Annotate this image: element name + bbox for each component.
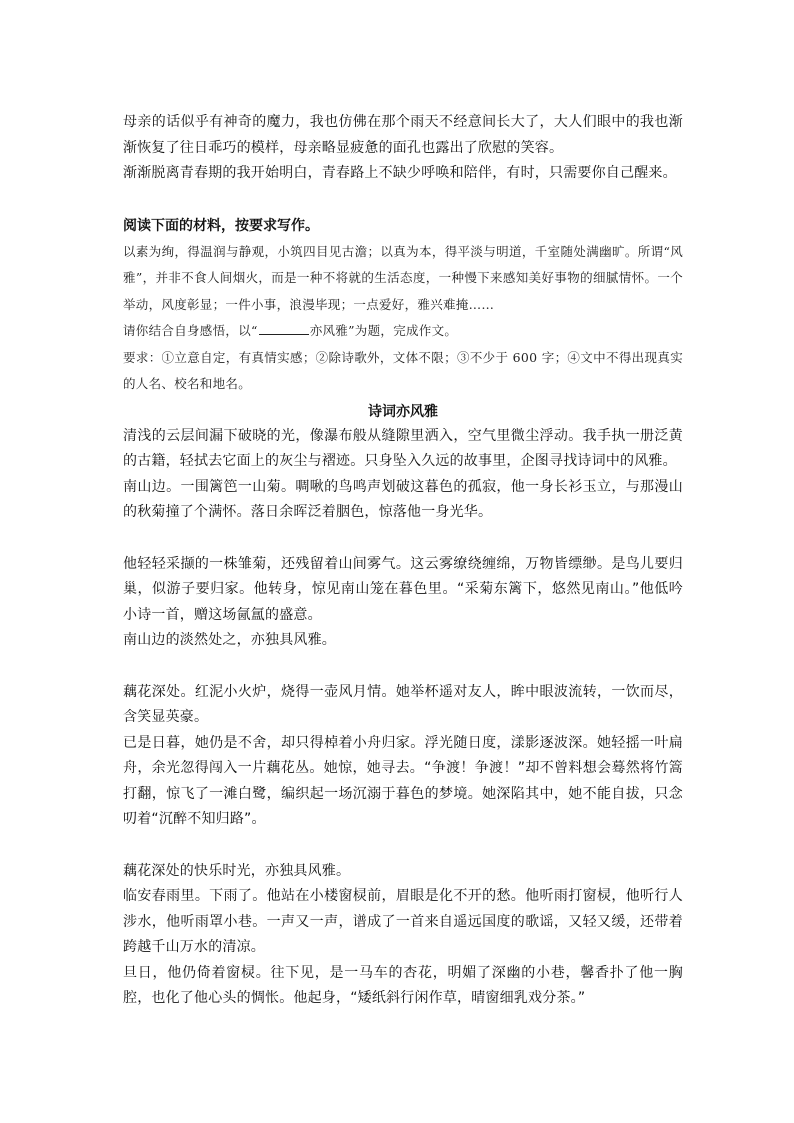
essay-title: 诗词亦风雅	[368, 403, 438, 420]
spacer	[123, 187, 683, 213]
essay-paragraph: 临安春雨里。下雨了。他站在小楼窗棂前，眉眼是化不开的愁。他听雨打窗棂，他听行人涉水，他听雨罩小巷。一声又一声，谱成了一首来自遥远国度的歌谣，又轻又缓，还带着跨越千山万水的清凉。	[123, 888, 683, 955]
task-prompt	[123, 318, 683, 345]
essay-paragraph: 藕花深处。红泥小火炉，烧得一壶风月情。她举杯遥对友人，眸中眼波流转，一饮而尽，含笑显英豪。	[123, 683, 683, 725]
intro-paragraph-1: 母亲的话似乎有神奇的魔力，我也仿佛在那个雨天不经意间长大了，大人们眼中的我也渐渐恢复了往日乖巧的模样，母亲略显疲惫的面孔也露出了欣慰的笑容。	[123, 114, 683, 156]
task-prompt-before: 请你结合自身感悟，以“	[123, 323, 258, 338]
essay-paragraph: 他轻轻采撷的一株雏菊，还残留着山间雾气。这云雾缭绕缠绵，万物皆缥缈。是鸟儿要归巢，似游子要归家。他转身，惊见南山笼在暮色里。“采菊东篱下，悠然见南山。”他低吟小诗一首，赠这场氤氲的盛意。	[123, 555, 683, 623]
essay-paragraph: 清浅的云层间漏下破晓的光，像瀑布般从缝隙里洒入，空气里微尘浮动。我手执一册泛黄的古籍，轻拭去它面上的灰尘与褶迹。只身坠入久远的故事里，企图寻找诗词中的风雅。	[123, 427, 683, 469]
essay-paragraph: 已是日暮，她仍是不舍，却只得棹着小舟归家。浮光随日度，漾影逐波深。她轻摇一叶扁舟，余光忽得闯入一片藕花丛。她惊，她寻去。“争渡！争渡！”却不曾料想会蓦然将竹篙打翻，惊飞了一滩白鹭，编织起一场沉溺于暮色的梦境。她深陷其中，她不能自拔，只念叨着“沉醉不知归路”。	[123, 734, 683, 827]
spacer	[123, 526, 683, 552]
page-content	[123, 110, 683, 1012]
essay-body	[123, 424, 683, 1012]
essay-paragraph: 南山边。一围篱笆一山菊。啁啾的鸟鸣声划破这暮色的孤寂，他一身长衫玉立，与那漫山的秋菊撞了个满怀。落日余晖泛着胭色，惊落他一身光华。	[123, 478, 683, 520]
intro-paragraph-2: 渐渐脱离青春期的我开始明白，青春路上不缺少呼唤和陪伴，有时，只需要你自己醒来。	[123, 165, 677, 181]
essay-paragraph: 藕花深处的快乐时光，亦独具风雅。	[123, 862, 351, 879]
spacer	[123, 654, 683, 680]
essay-paragraph: 旦日，他仍倚着窗棂。往下见，是一马车的杏花，明媚了深幽的小巷，馨香扑了他一胸腔，也化了他心头的惆怅。他起身，“矮纸斜行闲作草，晴窗细乳戏分茶。”	[123, 964, 683, 1006]
task-material: 以素为绚，得温润与静观，小筑四目见古澹；以真为本，得平淡与明道，千室随处满幽旷。所谓“风雅”，并非不食人间烟火，而是一种不将就的生活态度，一种慢下来感知美好事物的细腻情怀。一个举动，风度彰显；一件小事，浪漫毕现；一点爱好，雅兴难掩……	[123, 243, 683, 312]
task-heading: 阅读下面的材料，按要求写作。	[123, 217, 319, 234]
task-requirements: 要求：①立意自定，有真情实感；②除诗歌外，文体不限；③不少于 600 字；④文中不得出现真实的人名、校名和地名。	[123, 349, 683, 391]
spacer	[123, 833, 683, 859]
task-prompt-after: 亦风雅”为题，完成作文。	[309, 323, 458, 338]
essay-paragraph: 南山边的淡然处之，亦独具风雅。	[123, 632, 336, 648]
title-blank	[259, 322, 309, 335]
